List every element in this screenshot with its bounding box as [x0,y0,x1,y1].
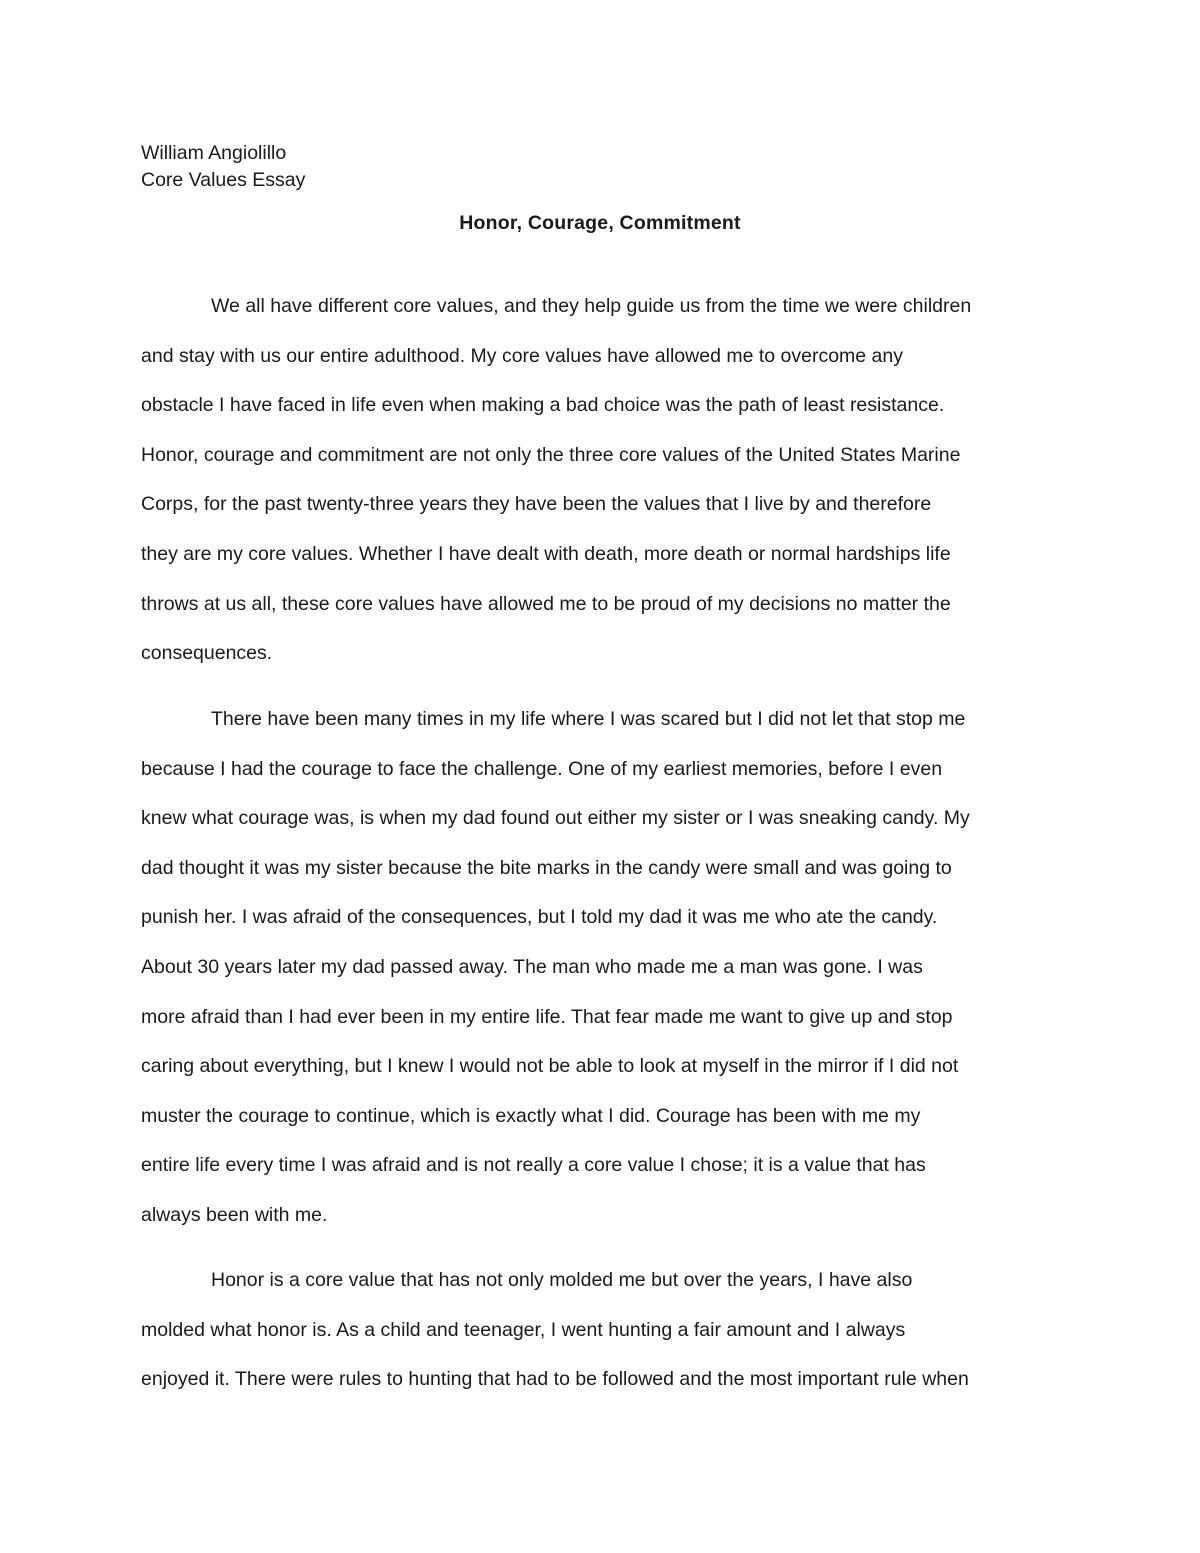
essay-title: Honor, Courage, Commitment [459,212,741,234]
paragraph-line: Corps, for the past twenty-three years they have been the values that I live by and therefore [141,493,932,516]
paragraph-line: consequences. [141,642,273,665]
paragraph-line: always been with me. [141,1203,328,1226]
paragraph-3 [141,1267,1071,1416]
essay-subtitle: Core Values Essay [141,169,306,191]
paragraph-line: knew what courage was, is when my dad found out either my sister or I was sneaking candy. My [141,807,970,830]
paragraph-line: About 30 years later my dad passed away. The man who made me a man was gone. I was [141,955,923,978]
paragraph-line: Honor is a core value that has not only molded me but over the years, I have also [211,1269,913,1291]
paragraph-line: Honor, courage and commitment are not only the three core values of the United States Marine [141,443,961,466]
paragraph-2 [141,706,1071,1252]
paragraph-line: molded what honor is. As a child and teenager, I went hunting a fair amount and I always [141,1318,906,1341]
paragraph-line: dad thought it was my sister because the bite marks in the candy were small and was going to [141,856,952,879]
paragraph-line: There have been many times in my life where I was scared but I did not let that stop me [211,708,966,730]
paragraph-line: entire life every time I was afraid and is not really a core value I chose; it is a value that has [141,1154,926,1177]
paragraph-line: and stay with us our entire adulthood. My core values have allowed me to overcome any [141,344,903,367]
paragraph-line: obstacle I have faced in life even when making a bad choice was the path of least resistance. [141,394,945,417]
paragraph-line: caring about everything, but I knew I would not be able to look at myself in the mirror if I did not [141,1055,959,1078]
paragraph-line: punish her. I was afraid of the consequences, but I told my dad it was me who ate the candy. [141,906,938,929]
paragraph-line: enjoyed it. There were rules to hunting that had to be followed and the most important rule when [141,1368,969,1391]
author-name: William Angiolillo [141,142,287,164]
paragraph-1 [141,293,1071,690]
paragraph-line: because I had the courage to face the challenge. One of my earliest memories, before I even [141,757,943,780]
essay-header [141,140,305,194]
paragraph-line: muster the courage to continue, which is exactly what I did. Courage has been with me my [141,1104,921,1127]
paragraph-line: they are my core values. Whether I have dealt with death, more death or normal hardships life [141,542,951,565]
paragraph-line: throws at us all, these core values have allowed me to be proud of my decisions no matter the [141,592,951,615]
paragraph-line: more afraid than I had ever been in my entire life. That fear made me want to give up and stop [141,1005,953,1028]
paragraph-line: We all have different core values, and they help guide us from the time we were children [211,295,972,317]
